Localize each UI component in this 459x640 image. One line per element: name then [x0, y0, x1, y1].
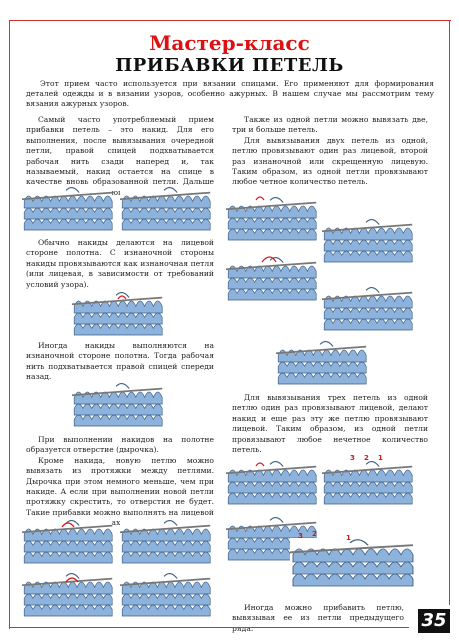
illustration-strand-4 [120, 572, 216, 620]
page-subtitle: ПРИБАВКИ ПЕТЕЛЬ [115, 55, 344, 76]
right-paragraph-4: Иногда можно прибавить петлю, вывязывая ее из петли предыдущего ряда. [232, 603, 404, 633]
right-text-2 [232, 393, 428, 455]
illustration-hole [72, 382, 168, 430]
left-text-3 [26, 341, 214, 383]
page-title: Мастер-класс [149, 31, 310, 55]
illustration-two-from-one-3 [226, 256, 322, 306]
illustration-two-from-one-4 [322, 286, 418, 336]
intro-paragraph: Этот прием часто используется при вязании спицами. Его применяют для формирования деталей одежды и в вязании узоров, особенно ажурных. В нашем случае мы рассмотрим тему вязания ажурных узоров. [26, 79, 434, 108]
right-text-1 [232, 115, 428, 188]
page-number: 35 [418, 609, 450, 633]
illustration-strand-2 [120, 519, 216, 567]
illustration-strand-1 [22, 519, 118, 567]
step-number-3b: 3 [298, 532, 303, 540]
left-paragraph-4: При выполнении накидов на полотне образуется отверстие (дырочка). [26, 435, 214, 455]
right-paragraph-3: Для вывязывания трех петель из одной петлю один раз провязывают лицевой, делают накид и еще раз эту же петлю провязывают лицевой. Таким образом, из одной петли провязывают любое нечетное количество петель. [232, 393, 428, 455]
illustration-yarn-over-1a [22, 186, 118, 236]
illustration-two-from-one-5 [276, 340, 372, 390]
step-number-2: 2 [364, 454, 369, 462]
step-number-1: 1 [378, 454, 383, 462]
illustration-three-from-one-4 [290, 528, 420, 592]
right-paragraph-2: Для вывязывания двух петель из одной, петлю провязывают один раз лицевой, второй раз изнаночной или скрещенную лицевую. Таким образом, из одной петли провязывают любое четное количество петель. [232, 135, 428, 187]
left-text-4 [26, 435, 214, 529]
illustration-yarn-over-1b [120, 186, 216, 236]
illustration-two-from-one-1 [226, 196, 322, 246]
illustration-strand-3 [22, 572, 118, 620]
illustration-three-from-one-2 [322, 452, 418, 508]
illustration-three-from-one-1 [226, 460, 322, 510]
illustration-two-from-one-2 [322, 218, 418, 268]
left-paragraph-2: Обычно накиды делаются на лицевой стороне полотна. С изнаночной стороны накиды провязываются как изнаночная петля (или лицевая, в зависимости от требований условий узора). [26, 238, 214, 289]
left-paragraph-3: Иногда накиды выполняются на изнаночной стороне полотна. Тогда рабочая нить подхватывается правой спицей спереди назад. [26, 341, 214, 382]
right-paragraph-1: Также из одной петли можно вывязать две, три и больше петель. [232, 115, 428, 135]
left-paragraph-5: Кроме накида, новую петлю можно вывязать из протяжки между петлями. Дырочка при этом немного меньше, чем при накиде. А если при выполнении новой петли протяжку скрестить, то отверстия не будет. Такие прибавки можно выполнять на лицевой [26, 455, 214, 517]
illustration-purl-yarn-over [72, 291, 168, 341]
left-text-2 [26, 238, 214, 290]
step-number-3: 3 [350, 454, 355, 462]
right-text-3 [232, 603, 404, 634]
page-frame-bottom [9, 627, 409, 628]
left-paragraph-1: Самый часто употребляемый прием прибавки петель – это накид. Для его выполнения, после вывязывания очередной петли, правой спицей подхватывается рабочая нить сзади наперед и, так называемый, накид остается на спице в качестве вновь образованной петли. Дальше [26, 115, 214, 187]
step-number-2b: 2 [312, 530, 317, 538]
step-number-1b: 1 [346, 534, 351, 542]
page-frame-right [449, 20, 450, 605]
